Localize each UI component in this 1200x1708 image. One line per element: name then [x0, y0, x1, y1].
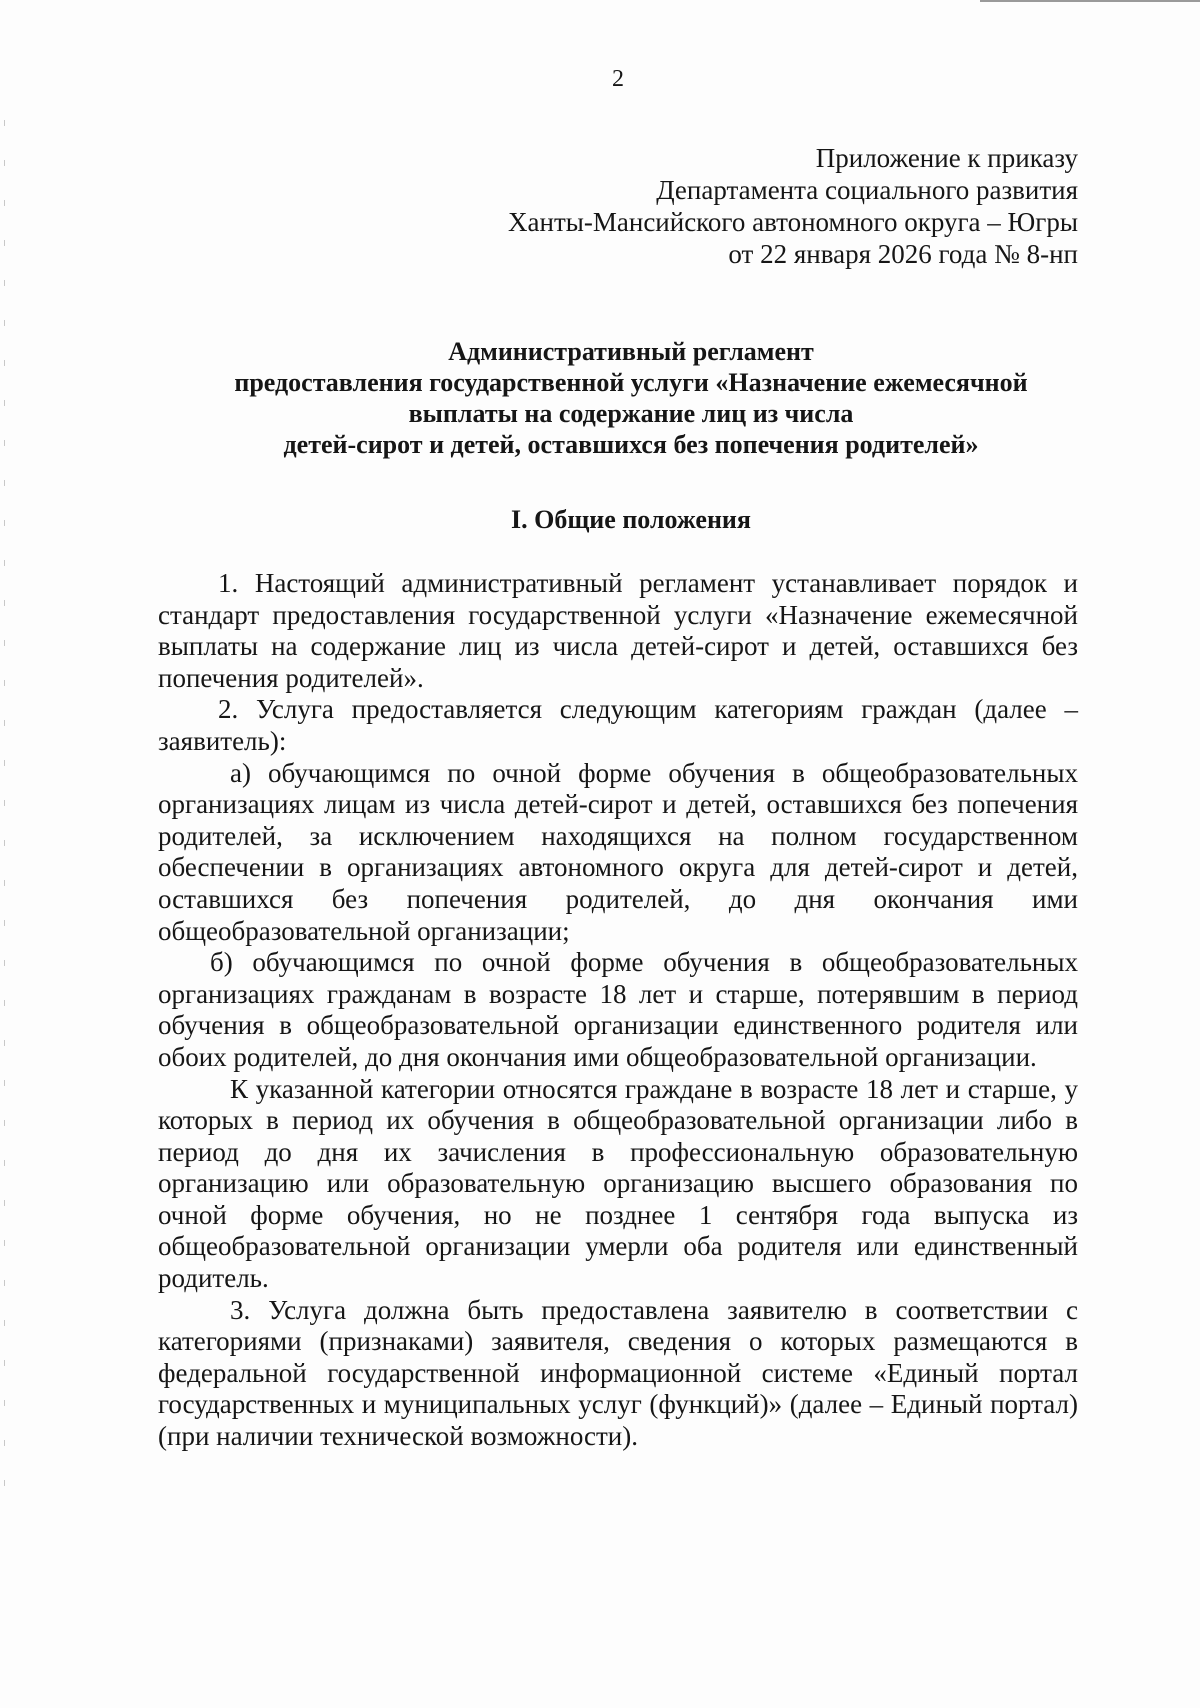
appendix-line: Департамента социального развития: [656, 175, 1078, 205]
document-title: [158, 336, 1104, 460]
scan-edge-mark: [980, 0, 1200, 2]
title-line: Административный регламент: [448, 337, 814, 366]
paragraph-3: 3. Услуга должна быть предоставлена заявителю в соответствии с категориями (признаками) заявителя, сведения о которых размещаются в федеральной государственной информационной системе «Единый портал государственных и муниципальных услуг (функций)» (далее – Единый портал) (при наличии технической возможности).: [158, 1294, 1078, 1452]
section-body: [158, 568, 1078, 1453]
section-heading: I. Общие положения: [511, 505, 751, 534]
appendix-line: от 22 января 2026 года № 8-нп: [728, 239, 1078, 269]
paragraph-1: 1. Настоящий административный регламент устанавливает порядок и стандарт предоставления государственной услуги «Назначение ежемесячной выплаты на содержание лиц из числа детей-сирот и детей, оставшихся без попечения родителей».: [158, 568, 1078, 693]
title-line: выплаты на содержание лиц из числа: [408, 399, 854, 428]
appendix-line: Ханты-Мансийского автономного округа – Югры: [508, 207, 1078, 237]
title-line: предоставления государственной услуги «Назначение ежемесячной: [234, 368, 1028, 397]
paragraph-2: 2. Услуга предоставляется следующим категориям граждан (далее – заявитель):: [158, 694, 1078, 756]
appendix-block: [508, 142, 1078, 270]
paragraph-2a: а) обучающимся по очной форме обучения в общеобразовательных организациях лицам из числа детей-сирот и детей, оставшихся без попечения родителей, за исключением находящихся на полном государственном обеспечении в организациях автономного округа для детей-сирот и детей, оставшихся без попечения родителей, до дня окончания ими общеобразовательной организации;: [158, 757, 1078, 946]
paragraph-category-note: К указанной категории относятся граждане в возрасте 18 лет и старше, у которых в период их обучения в общеобразовательной организации либо в период до дня их зачисления в профессиональную образовательную организацию или образовательную организацию высшего образования по очной форме обучения, но не позднее 1 сентября года выпуска из общеобразовательной организации умерли оба родителя или единственный родитель.: [158, 1073, 1078, 1294]
page-number: 2: [612, 66, 624, 92]
scan-edge-mark: [4, 120, 5, 1520]
appendix-line: Приложение к приказу: [815, 143, 1078, 173]
title-line: детей-сирот и детей, оставшихся без попечения родителей»: [283, 430, 979, 459]
paragraph-2b: б) обучающимся по очной форме обучения в общеобразовательных организациях гражданам в возрасте 18 лет и старше, потерявшим в период обучения в общеобразовательной организации единственного родителя или обоих родителей, до дня окончания ими общеобразовательной организации.: [158, 947, 1078, 1072]
